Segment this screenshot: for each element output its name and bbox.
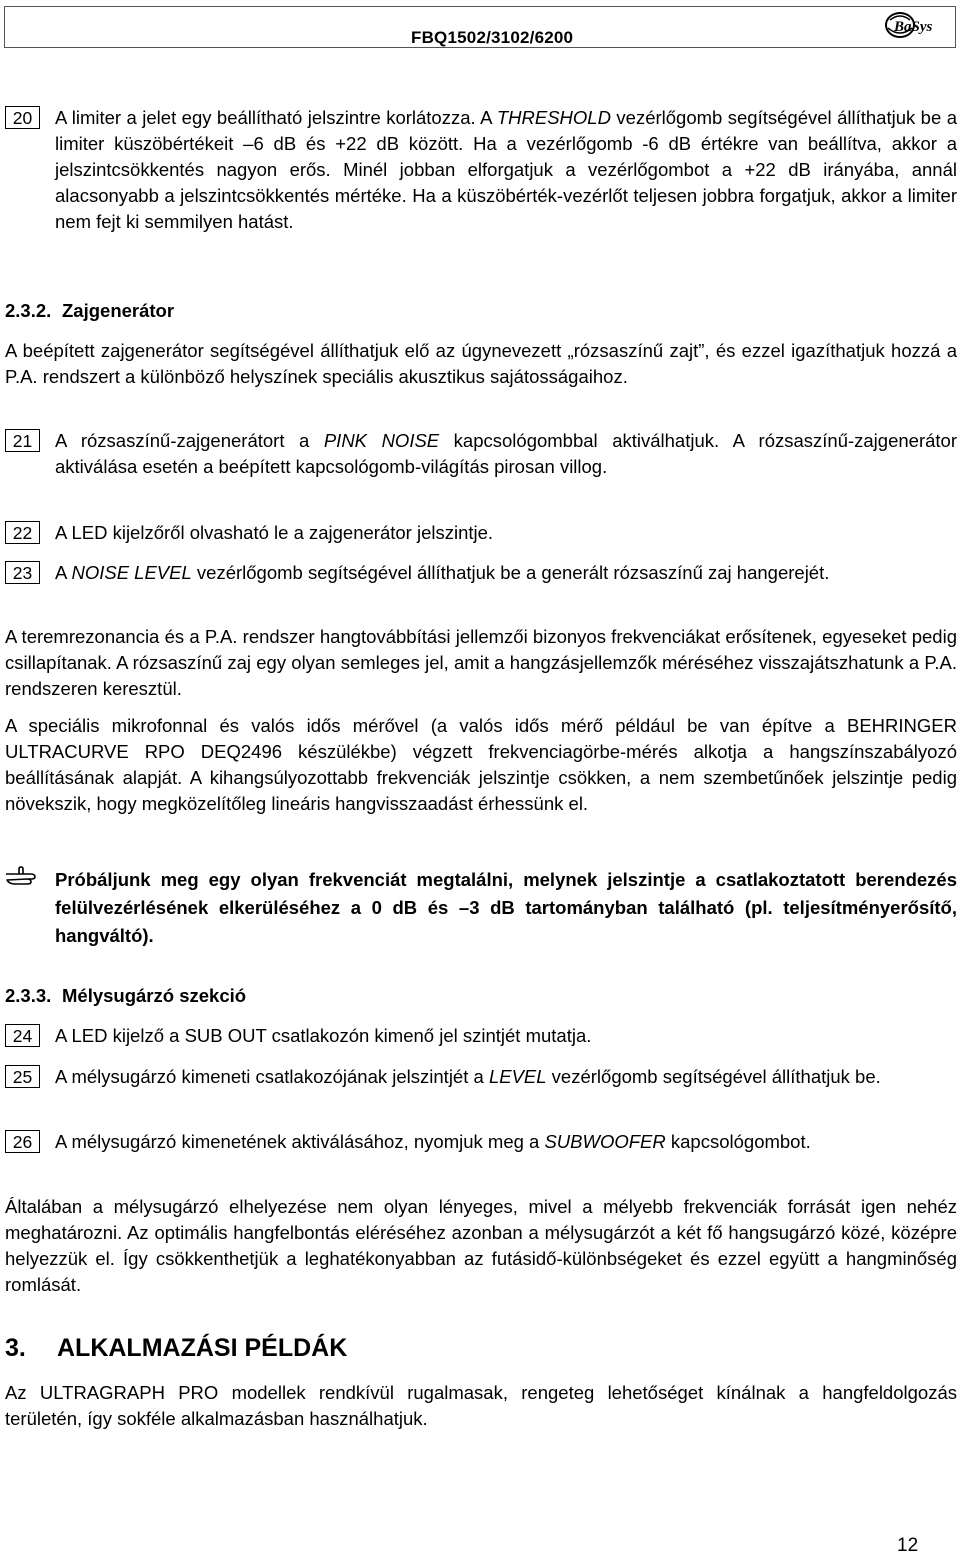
note-text: Próbáljunk meg egy olyan frekvenciát megtalálni, melynek jelszintje a csatlakoztatott berendezés felülvezérlésének elkerüléséhez a 0 dB és –3 dB tartományban található (pl. teljesítményerősítő, hangváltó). [55,869,957,946]
item-number: 25 [5,1065,40,1088]
paragraph: A speciális mikrofonnal és valós idős mérővel (a valós idős mérő például be van építve a BEHRINGER ULTRACURVE RPO DEQ2496 készülékbe) végzett frekvenciagörbe-mérés alkotja a hangszínszabályozó beállításának alapját. A kihangsúlyozottabb frekvenciák jelszintje csökken, a nem szembetűnőek jelszintje pedig növekszik, hogy megközelítőleg lineáris hangvisszaadást érhessünk el. [5,715,957,814]
item-text: A mélysugárzó kimeneti csatlakozójának jelszintjét a LEVEL vezérlőgomb segítségével állíthatjuk be. [55,1066,881,1087]
item-text: A LED kijelző a SUB OUT csatlakozón kimenő jel szintjét mutatja. [55,1025,592,1046]
item-20 [5,105,957,235]
svg-text:BaSys: BaSys [894,19,933,35]
item-text: A limiter a jelet egy beállítható jelszintre korlátozza. A THRESHOLD vezérlőgomb segítségével állíthatjuk be a limiter küszöbértékeit –6 dB és +22 dB között. Ha a vezérlőgomb -6 dB értékre van beállítva, akkor a jelszintcsökkentés nagyon erős. Minél jobban elforgatjuk a vezérlőgombot a +22 dB irányába, annál alacsonyabb a jelszintcsökkentés mértéke. Ha a küszöbérték-vezérlőt teljesen jobbra forgatjuk, akkor a limiter nem fejt ki semmilyen hatást. [55,107,957,232]
paragraph: A teremrezonancia és a P.A. rendszer hangtovábbítási jellemzői bizonyos frekvenciákat erősítenek, egyeseket pedig csillapítanak. A rózsaszínű zaj egy olyan semleges jel, amit a hangzásjellemzők méréséhez visszajátszhatunk a P.A. rendszeren keresztül. [5,626,957,699]
item-number: 26 [5,1130,40,1153]
section-heading-3: 3. ALKALMAZÁSI PÉLDÁK [5,1334,348,1362]
item-26 [5,1129,957,1155]
item-text: A NOISE LEVEL vezérlőgomb segítségével állíthatjuk be a generált rózsaszínű zaj hangerejét. [55,562,830,583]
paragraph: Általában a mélysugárzó elhelyezése nem olyan lényeges, mivel a mélyebb frekvenciák forrását igen nehéz meghatározni. Az optimális hangfelbontás eléréséhez azonban a mélysugárzót a két fő hangsugárzó közé, középre helyezzük el. Így csökkenthetjük a leghatékonyabban az futásidő-különbségeket és ezzel együtt a hangminőség romlását. [5,1196,957,1295]
pointing-hand-icon [5,866,47,888]
item-23 [5,560,957,586]
item-text: A mélysugárzó kimenetének aktiválásához, nyomjuk meg a SUBWOOFER kapcsológombot. [55,1131,811,1152]
item-25 [5,1064,957,1090]
item-24 [5,1023,957,1049]
item-text: A LED kijelzőről olvasható le a zajgenerátor jelszintje. [55,522,494,543]
item-number: 20 [5,106,40,129]
item-21 [5,428,957,480]
item-text: A rózsaszínű-zajgenerátort a PINK NOISE kapcsológombbal aktiválhatjuk. A rózsaszínű-zajgenerátor aktiválása esetén a beépített kapcsológomb-világítás pirosan villog. [55,430,957,477]
note-callout [5,866,957,950]
item-number: 23 [5,561,40,584]
document-code: FBQ1502/3102/6200 [411,28,574,47]
item-number: 21 [5,429,40,452]
item-number: 22 [5,521,40,544]
section-heading-2-3-2: 2.3.2. Zajgenerátor [5,300,175,321]
item-22 [5,520,957,546]
page-number: 12 [897,1535,919,1556]
section-heading-2-3-3: 2.3.3. Mélysugárzó szekció [5,985,247,1006]
basys-logo [880,8,950,46]
item-number: 24 [5,1024,40,1047]
section-intro: A beépített zajgenerátor segítségével állíthatjuk elő az úgynevezett „rózsaszínű zajt”, és ezzel igazíthatjuk hozzá a P.A. rendszert a különböző helyszínek speciális akusztikus sajátosságaihoz. [5,340,957,387]
paragraph: Az ULTRAGRAPH PRO modellek rendkívül rugalmasak, rengeteg lehetőséget kínálnak a hangfeldolgozás területén, így sokféle alkalmazásban használhatjuk. [5,1382,957,1429]
